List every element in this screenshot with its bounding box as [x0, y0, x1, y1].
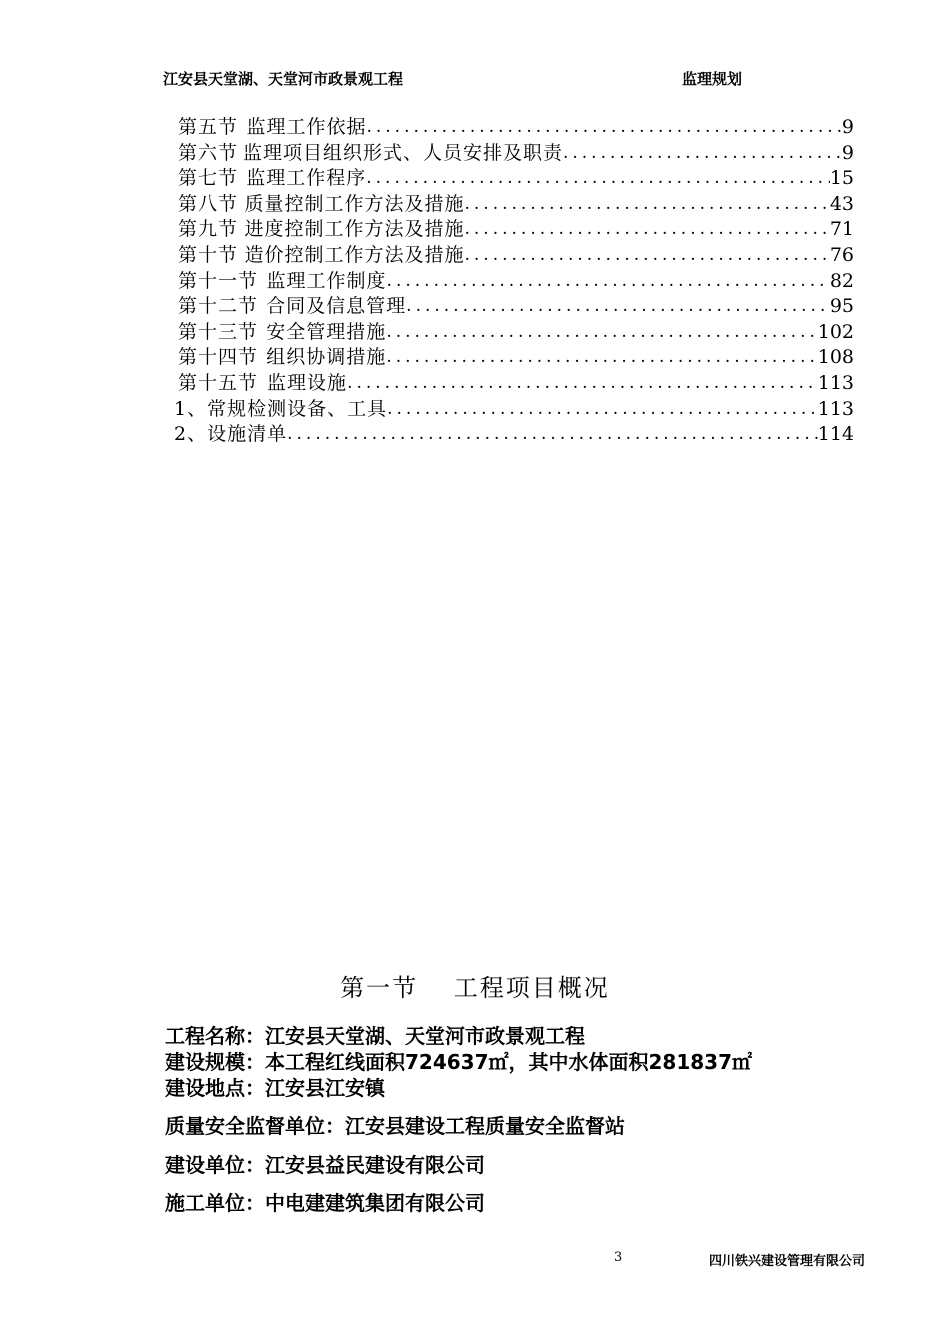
toc-item[interactable]: [178, 269, 854, 295]
toc-item[interactable]: [178, 217, 854, 243]
toc-item-page: 113: [817, 371, 854, 394]
toc-leader: [465, 243, 830, 269]
toc-leader: [366, 115, 841, 141]
toc-leader: [287, 422, 818, 448]
toc-item-title: 监理工作依据: [246, 116, 367, 138]
toc-item-title: 监理工作制度: [266, 269, 387, 292]
toc-leader: [563, 141, 842, 167]
toc-item-number: 第十四节: [178, 346, 259, 369]
toc-item-title: 合同及信息管理: [266, 295, 407, 318]
toc-item-page: 102: [817, 320, 854, 343]
toc-item[interactable]: [174, 422, 854, 448]
project-name: 工程名称：江安县天堂湖、天堂河市政景观工程: [165, 1024, 585, 1048]
toc-item-page: 82: [829, 269, 854, 292]
toc-leader: [347, 371, 818, 397]
toc-item[interactable]: [178, 243, 854, 269]
toc-item-number: 第八节: [178, 192, 239, 215]
toc-item-number: 第十五节: [178, 371, 259, 394]
toc-leader: [465, 217, 830, 243]
toc-item[interactable]: [178, 320, 854, 346]
table-of-contents: [174, 115, 854, 448]
toc-item-page: 114: [817, 423, 854, 446]
toc-item-page: 43: [829, 192, 854, 215]
toc-item[interactable]: [174, 397, 854, 423]
toc-item[interactable]: [178, 192, 854, 218]
toc-leader: [387, 397, 818, 423]
toc-item-number: 第十一节: [178, 269, 259, 292]
toc-item-number: 第六节: [178, 141, 239, 164]
page-header: [0, 68, 950, 92]
construction-scale: 建设规模：本工程红线面积724637㎡，其中水体面积281837㎡: [165, 1050, 752, 1074]
toc-item-title: 组织协调措施: [266, 346, 387, 369]
toc-item-number: 1、: [174, 397, 208, 420]
toc-item-page: 95: [829, 295, 854, 318]
section-heading: 第一节 工程项目概况: [340, 974, 610, 1002]
toc-item-page: 113: [817, 397, 854, 420]
toc-item-number: 第九节: [178, 218, 239, 241]
toc-item-title: 常规检测设备、工具: [207, 397, 388, 420]
toc-item[interactable]: [178, 115, 854, 141]
toc-item-page: 76: [829, 243, 854, 266]
toc-item-number: 第十二节: [178, 295, 259, 318]
toc-item-title: 安全管理措施: [266, 320, 387, 343]
header-project-title: 江安县天堂湖、天堂河市政景观工程: [163, 70, 404, 88]
toc-item-title: 质量控制工作方法及措施: [244, 192, 465, 215]
toc-item[interactable]: [178, 345, 854, 371]
construction-location: 建设地点：江安县江安镇: [165, 1076, 385, 1100]
footer-company: 四川铁兴建设管理有限公司: [709, 1254, 866, 1269]
toc-leader: [366, 166, 830, 192]
toc-item[interactable]: [178, 166, 854, 192]
toc-item-title: 设施清单: [207, 423, 288, 446]
quality-safety-supervision-unit: 质量安全监督单位：江安县建设工程质量安全监督站: [165, 1114, 625, 1138]
toc-leader: [386, 320, 817, 346]
toc-item-page: 9: [841, 116, 854, 138]
toc-item-title: 监理项目组织形式、人员安排及职责: [242, 141, 563, 164]
toc-item-number: 第十三节: [178, 320, 259, 343]
toc-item-number: 第七节: [178, 167, 239, 190]
toc-item-page: 9: [841, 141, 854, 164]
toc-item-page: 15: [829, 167, 854, 190]
toc-leader: [386, 345, 817, 371]
page-number: 3: [614, 1250, 623, 1265]
header-doc-type: 监理规划: [682, 70, 743, 88]
toc-item[interactable]: [178, 141, 854, 167]
toc-item-number: 第十节: [178, 243, 239, 266]
toc-leader: [387, 269, 830, 295]
toc-item-title: 进度控制工作方法及措施: [244, 218, 465, 241]
toc-item-title: 监理设施: [267, 371, 348, 394]
toc-item-page: 108: [817, 346, 854, 369]
toc-item[interactable]: [178, 371, 854, 397]
owner-unit: 建设单位：江安县益民建设有限公司: [165, 1153, 485, 1177]
toc-leader: [406, 294, 830, 320]
toc-item-title: 监理工作程序: [246, 167, 367, 190]
toc-item-number: 2、: [174, 423, 208, 446]
toc-item[interactable]: [178, 294, 854, 320]
toc-item-page: 71: [829, 218, 854, 241]
toc-item-number: 第五节: [178, 116, 239, 138]
contractor-unit: 施工单位：中电建建筑集团有限公司: [165, 1191, 485, 1215]
toc-leader: [465, 192, 830, 218]
toc-item-title: 造价控制工作方法及措施: [244, 243, 465, 266]
